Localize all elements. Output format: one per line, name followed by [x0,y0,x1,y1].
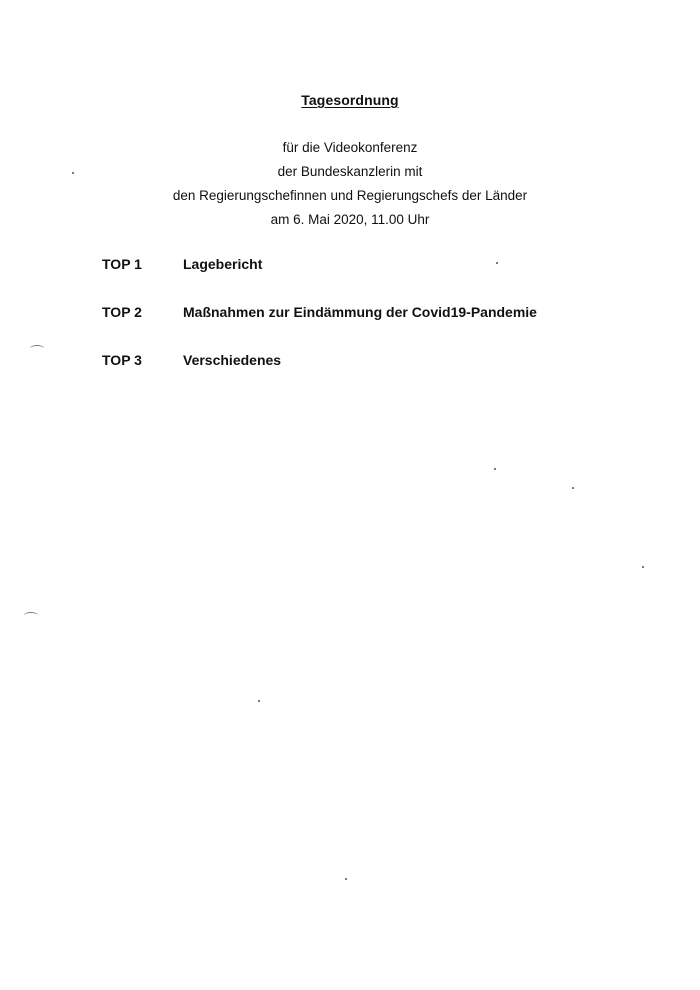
subtitle-line: für die Videokonferenz [282,140,418,155]
subtitle-line: der Bundeskanzlerin mit [277,164,423,179]
scan-speck [496,262,498,264]
agenda-item-number: TOP 1 [102,256,142,272]
scan-speck [642,566,644,568]
scan-speck [258,700,260,702]
document-subtitle [0,136,700,232]
scan-speck [572,487,574,489]
agenda-item-number: TOP 3 [102,352,142,368]
scan-speck [345,878,347,880]
scan-speck [72,172,74,174]
agenda-item-number: TOP 2 [102,304,142,320]
document-title: Tagesordnung [301,92,399,108]
subtitle-line: am 6. Mai 2020, 11.00 Uhr [270,212,430,227]
agenda-item-text: Maßnahmen zur Eindämmung der Covid19-Pandemie [183,304,537,320]
agenda-item [102,304,662,352]
scan-speck [494,468,496,470]
agenda-item [102,256,662,304]
subtitle-line: den Regierungschefinnen und Regierungschefs der Länder [172,188,528,203]
agenda-list [102,256,662,400]
agenda-item [102,352,662,400]
agenda-item-text: Lagebericht [183,256,263,272]
agenda-item-text: Verschiedenes [183,352,282,368]
scan-mark [24,612,38,619]
scan-mark [30,345,44,352]
